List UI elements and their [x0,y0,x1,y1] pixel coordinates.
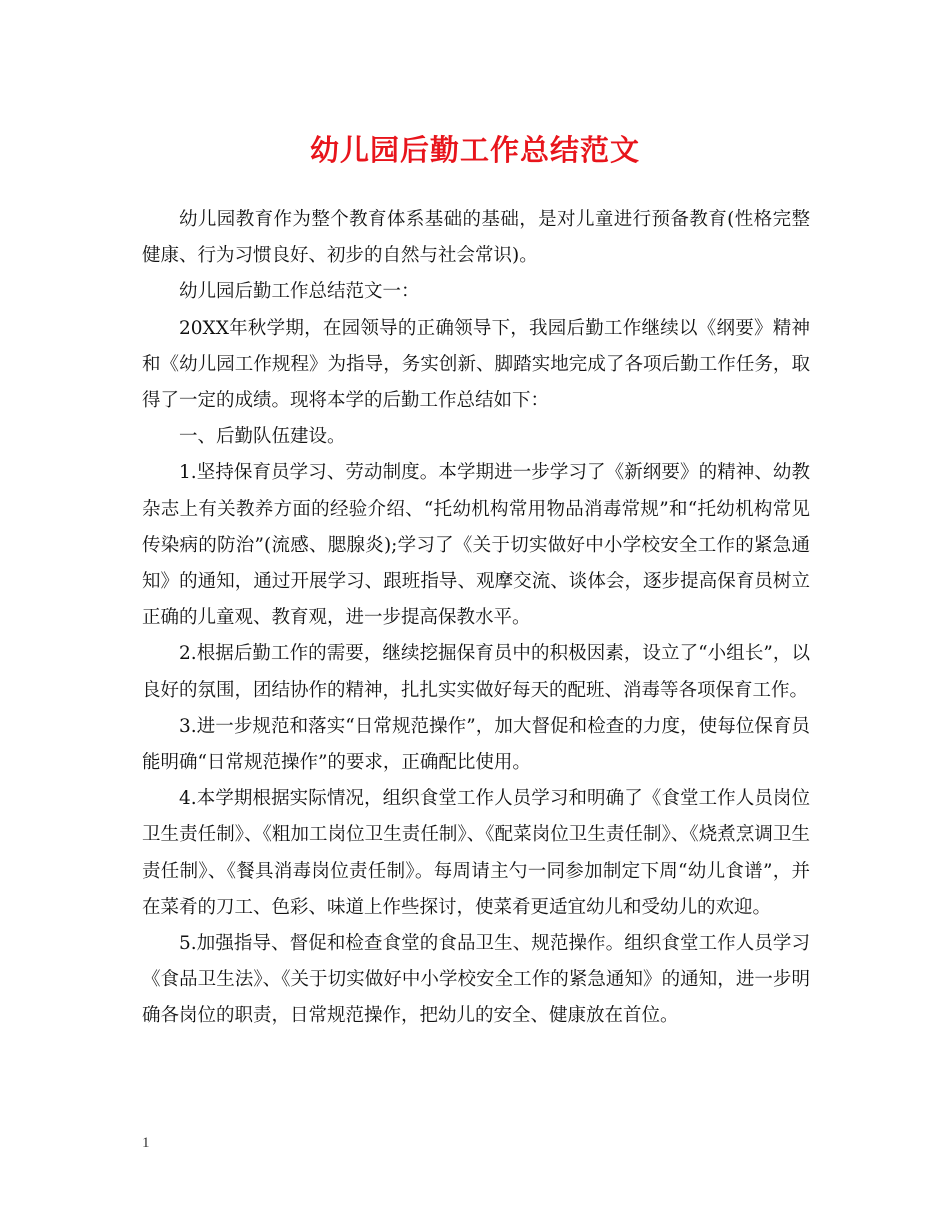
paragraph-semester-summary: 20XX年秋学期，在园领导的正确领导下，我园后勤工作继续以《纲要》精神和《幼儿园工作规程》为指导，务实创新、脚踏实地完成了各项后勤工作任务，取得了一定的成绩。现将本学的后勤工作总结如下： [142,317,810,412]
page-number: 1 [142,1135,150,1151]
document-body [142,202,810,1035]
paragraph-heading-sample-one: 幼儿园后勤工作总结范文一： [179,281,420,303]
paragraph-item-4: 4.本学期根据实际情况，组织食堂工作人员学习和明确了《食堂工作人员岗位卫生责任制》、《粗加工岗位卫生责任制》、《配菜岗位卫生责任制》、《烧煮烹调卫生责任制》、《餐具消毒岗位责任制》。每周请主勺一同参加制定下周“幼儿食谱”，并在菜肴的刀工、色彩、味道上作些探讨，使菜肴更适宜幼儿和受幼儿的欢迎。 [142,788,810,918]
paragraph-intro: 幼儿园教育作为整个教育体系基础的基础，是对儿童进行预备教育(性格完整健康、行为习惯良好、初步的自然与社会常识)。 [142,209,810,267]
paragraph-section-heading: 一、后勤队伍建设。 [179,426,346,448]
paragraph-item-2: 2.根据后勤工作的需要，继续挖掘保育员中的积极因素，设立了“小组长”，以良好的氛围，团结协作的精神，扎扎实实做好每天的配班、消毒等各项保育工作。 [142,643,810,701]
document-title: 幼儿园后勤工作总结范文 [309,133,640,167]
paragraph-item-3: 3.进一步规范和落实“日常规范操作”，加大督促和检查的力度，使每位保育员能明确“日常规范操作”的要求，正确配比使用。 [142,715,810,774]
paragraph-item-5: 5.加强指导、督促和检查食堂的食品卫生、规范操作。组织食堂工作人员学习《食品卫生法》、《关于切实做好中小学校安全工作的紧急通知》的通知，进一步明确各岗位的职责，日常规范操作，把幼儿的安全、健康放在首位。 [142,933,810,1027]
paragraph-item-1: 1.坚持保育员学习、劳动制度。本学期进一步学习了《新纲要》的精神、幼教杂志上有关教养方面的经验介绍、“托幼机构常用物品消毒常规”和“托幼机构常见传染病的防治”(流感、腮腺炎);学习了《关于切实做好中小学校安全工作的紧急通知》的通知，通过开展学习、跟班指导、观摩交流、谈体会，逐步提高保育员树立正确的儿童观、教育观，进一步提高保教水平。 [142,462,810,629]
